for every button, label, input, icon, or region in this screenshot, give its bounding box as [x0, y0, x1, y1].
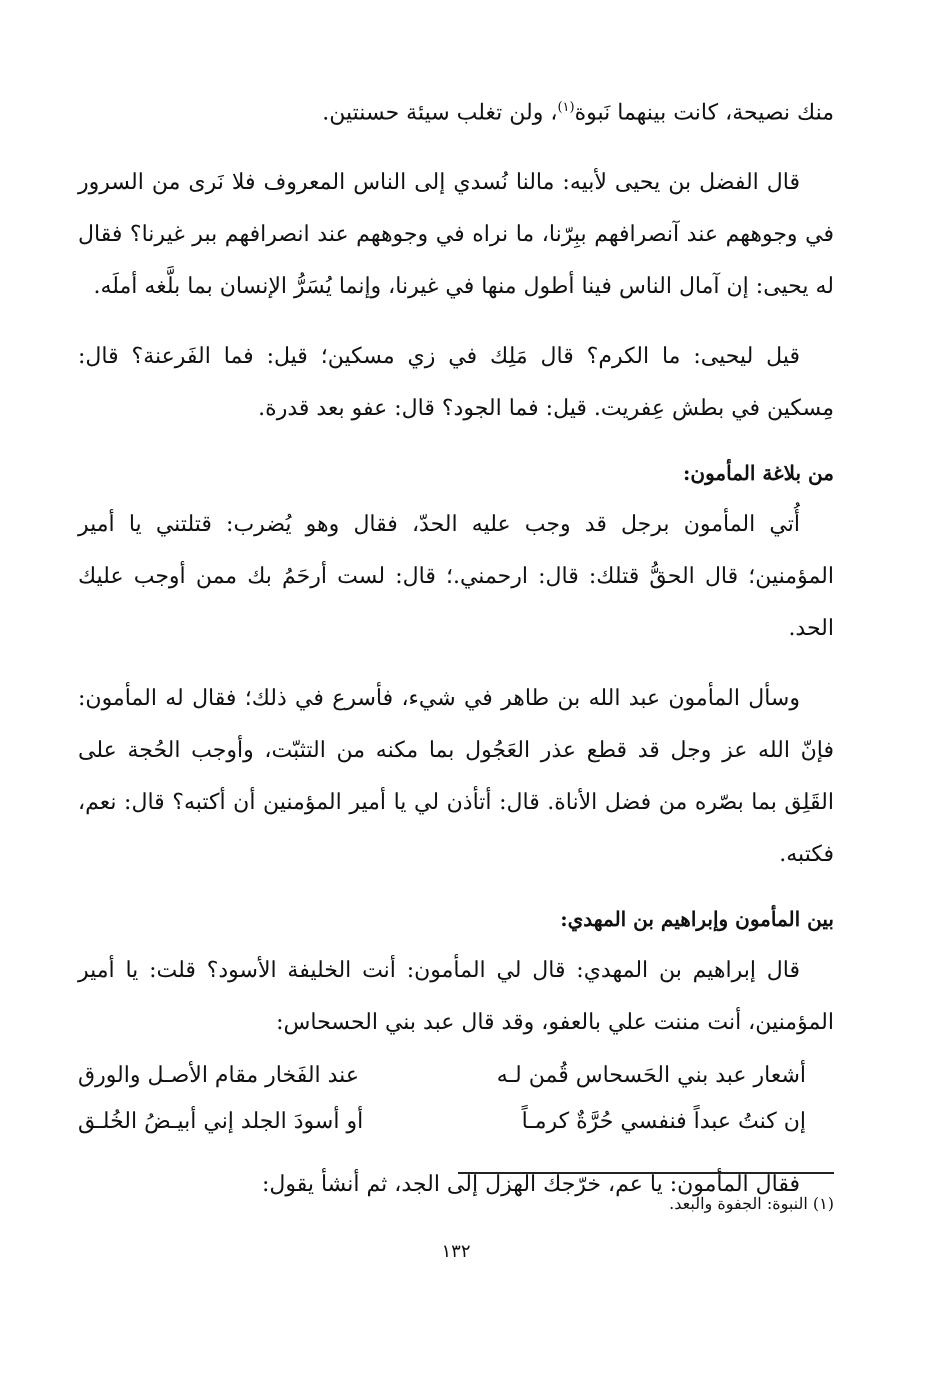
verse-1-second-hemistich: عند الفَخار مقام الأصـل والورق [78, 1063, 359, 1089]
verse-1-first-hemistich: أشعار عبد بني الحَسحاس قُمن لـه [496, 1063, 806, 1089]
verse-2-second-hemistich: أو أسودَ الجلد إني أبيـضُ الخُلـق [78, 1109, 364, 1135]
footnote-divider [458, 1172, 834, 1174]
section-heading-mamun-ibrahim: بين المأمون وإبراهيم بن المهدي: [560, 907, 834, 932]
paragraph-5: وسأل المأمون عبد الله بن طاهر في شيء، فأسرع في ذلك؛ فقال له المأمون: فإنّ الله عز وجل قد قطع عذر العَجُول بما مكنه من التثبّت، وأوجب الحُجة على القَلِق بما بصّره من فضل الأناة. قال: أتأذن لي يا أمير المؤمنين أن أكتبه؟ قال: نعم، فكتبه. [78, 686, 834, 868]
paragraph-2: قال الفضل بن يحيى لأبيه: مالنا نُسدي إلى الناس المعروف فلا نَرى من السرور في وجوههم عند آنصرافهم ببِرّنا، ما نراه في وجوههم عند انصرافهم ببر غيرنا؟ فقال له يحيى: إن آمال الناس فينا أطول منها في غيرنا، وإنما يُسَرُّ الإنسان بما بلَّغه أملَه. [78, 170, 834, 300]
paragraph-1-text: منك نصيحة، كانت بينهما نَبوة [574, 100, 834, 126]
footnote: (١) النبوة: الجفوة والبعد. [669, 1194, 834, 1213]
book-page [78, 82, 834, 1292]
page-number: ١٣٢ [441, 1241, 471, 1262]
verse-line-2 [78, 1099, 834, 1145]
footnote-marker: (١) [557, 100, 575, 115]
paragraph-1 [78, 82, 834, 139]
paragraph-4: أُتي المأمون برجل قد وجب عليه الحدّ، فقال وهو يُضرب: قتلتني يا أمير المؤمنين؛ قال الحقُّ قتلك: قال: ارحمني.؛ قال: لست أرحَمُ بك ممن أوجب عليك الحد. [78, 512, 834, 642]
section-heading-mamun-eloquence: من بلاغة المأمون: [683, 461, 834, 486]
paragraph-3: قيل ليحيى: ما الكرم؟ قال مَلِك في زي مسكين؛ قيل: فما الفَرعنة؟ قال: مِسكين في بطش عِفريت. قيل: فما الجود؟ قال: عفو بعد قدرة. [78, 344, 834, 422]
paragraph-1-tail: ، ولن تغلب سيئة حسنتين. [322, 100, 558, 126]
paragraph-7: فقال المأمون: يا عم، خرّجك الهزل إلى الجد، ثم أنشأ يقول: [261, 1172, 800, 1198]
paragraph-6: قال إبراهيم بن المهدي: قال لي المأمون: أنت الخليفة الأسود؟ قلت: يا أمير المؤمنين، أنت مننت علي بالعفو، وقد قال عبد بني الحسحاس: [78, 958, 834, 1036]
verse-line-1 [78, 1053, 834, 1099]
verse-2-first-hemistich: إن كنتُ عبداً فنفسي حُرَّةٌ كرمـاً [521, 1109, 806, 1135]
